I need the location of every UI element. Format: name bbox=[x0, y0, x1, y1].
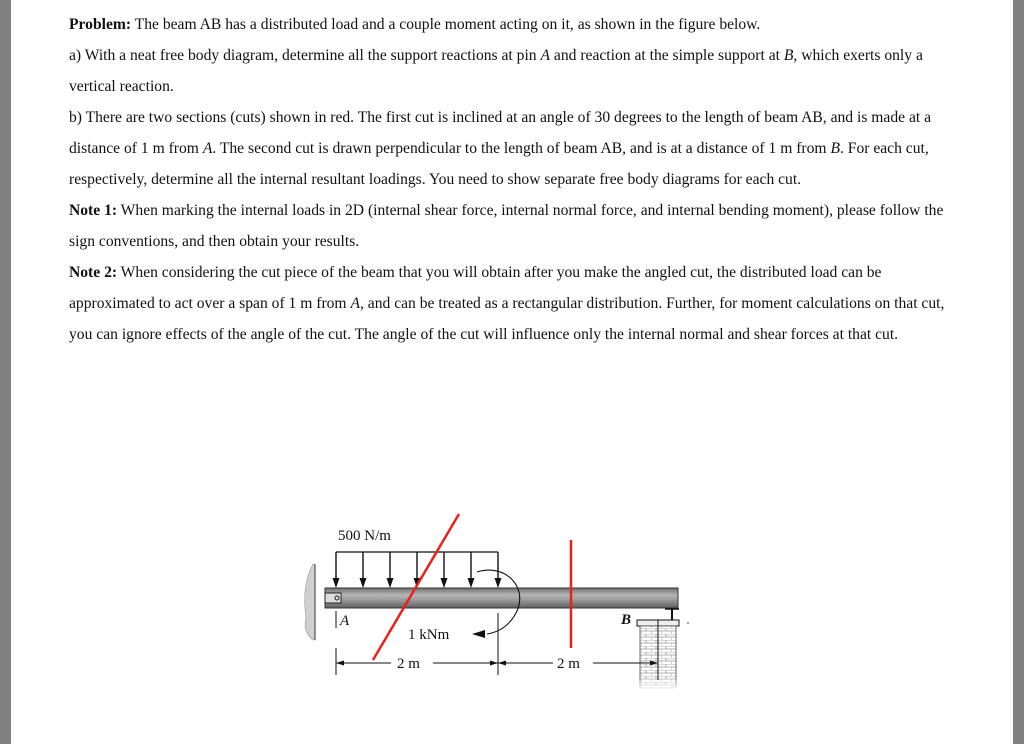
dim-arrow bbox=[490, 661, 498, 666]
point-a-ref: A bbox=[540, 47, 551, 64]
part-b-text: . For each cut, respectively, determine all the internal resultant loadings. You need to show separate free body diagrams for each cut. bbox=[69, 140, 929, 188]
note-2 bbox=[69, 257, 969, 350]
part-a bbox=[69, 40, 969, 102]
note-2-heading: Note 2: bbox=[69, 264, 118, 281]
part-b bbox=[69, 102, 969, 195]
load-label: 500 N/m bbox=[338, 528, 391, 544]
part-a-text: , which exerts only a vertical reaction. bbox=[69, 47, 923, 95]
couple-moment-arrowhead bbox=[472, 630, 485, 638]
point-a-ref: A bbox=[350, 295, 360, 312]
note-1 bbox=[69, 195, 969, 257]
point-b-ref: B bbox=[830, 140, 840, 157]
part-a-text: a) With a neat free body diagram, determine all the support reactions at pin bbox=[69, 47, 541, 64]
problem-text bbox=[69, 9, 969, 350]
load-arrow-head bbox=[387, 578, 394, 588]
part-b-text: . The second cut is drawn perpendicular to the length of beam AB, and is at a distance of 1 m from bbox=[212, 140, 831, 157]
problem-statement bbox=[69, 9, 969, 40]
problem-heading: Problem: bbox=[69, 16, 132, 33]
note-1-text: When marking the internal loads in 2D (internal shear force, internal normal force, and internal bending moment), please follow the sign conventions, and then obtain your results. bbox=[69, 202, 944, 250]
dim-arrow bbox=[336, 661, 344, 666]
part-a-text: and reaction at the simple support at bbox=[550, 47, 784, 64]
dim-arrow bbox=[498, 661, 506, 666]
note-1-heading: Note 1: bbox=[69, 202, 118, 219]
beam-figure bbox=[291, 508, 711, 698]
point-a-label: A bbox=[340, 613, 350, 629]
point-b-label: B bbox=[621, 612, 632, 628]
moment-label: 1 kNm bbox=[408, 627, 450, 643]
document-page bbox=[11, 0, 1013, 744]
load-arrows bbox=[333, 552, 502, 588]
load-arrow-head bbox=[495, 578, 502, 588]
part-b-text: b) There are two sections (cuts) shown in red. The first cut is inclined at an angle of 30 degrees to the length of beam AB, and is made at a distance of 1 m from bbox=[69, 109, 932, 157]
load-arrow-head bbox=[441, 578, 448, 588]
note-2-text: , and can be treated as a rectangular distribution. Further, for moment calculations on that cut, you can ignore effects of the angle of the cut. The angle of the cut will influence only the internal normal and shear forces at that cut. bbox=[69, 295, 945, 343]
beam bbox=[325, 588, 678, 608]
load-arrow-head bbox=[360, 578, 367, 588]
load-arrow-head bbox=[468, 578, 475, 588]
dot bbox=[687, 622, 689, 624]
load-arrow-head bbox=[333, 578, 340, 588]
point-b-ref: B bbox=[783, 47, 794, 64]
dim-label-1: 2 m bbox=[397, 656, 420, 672]
point-a-ref: A bbox=[202, 140, 213, 157]
dim-label-2: 2 m bbox=[557, 656, 580, 672]
wall-support bbox=[305, 564, 315, 640]
problem-intro: The beam AB has a distributed load and a couple moment acting on it, as shown in the figure below. bbox=[131, 16, 761, 33]
note-2-text: When considering the cut piece of the beam that you will obtain after you make the angled cut, the distributed load can be approximated to act over a span of 1 m from bbox=[69, 264, 882, 312]
